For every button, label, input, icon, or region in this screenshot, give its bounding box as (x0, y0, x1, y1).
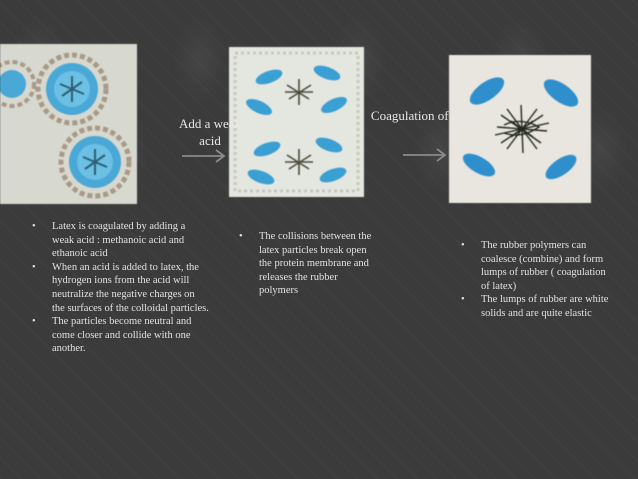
left-notes-list (32, 220, 210, 356)
right-notes-list (461, 239, 615, 321)
right-arrow-icon (180, 148, 228, 164)
list-item: • The collisions between the latex particles break open the protein membrane and releases the rubber polymers (239, 230, 377, 298)
step-label-coagulation: Coagulation of latex (370, 108, 478, 123)
step-label-add-acid: Add a weak acid (178, 116, 242, 148)
middle-notes-list (239, 230, 377, 298)
list-item: • The lumps of rubber are white solids and are quite elastic (461, 293, 615, 320)
right-arrow-icon (401, 147, 449, 163)
list-item: • The particles become neutral and come closer and collide with one another. (32, 315, 210, 356)
list-item: • The rubber polymers can coalesce (combine) and form lumps of rubber ( coagulation of latex) (461, 239, 615, 293)
list-item: • When an acid is added to latex, the hydrogen ions from the acid will neutralize the negative charges on the surfaces of the colloidal particles. (32, 261, 210, 315)
coagulated-rubber-photo (449, 55, 591, 203)
latex-particles-photo (0, 44, 137, 204)
list-item: • Latex is coagulated by adding a weak acid : methanoic acid and ethanoic acid (32, 220, 210, 261)
